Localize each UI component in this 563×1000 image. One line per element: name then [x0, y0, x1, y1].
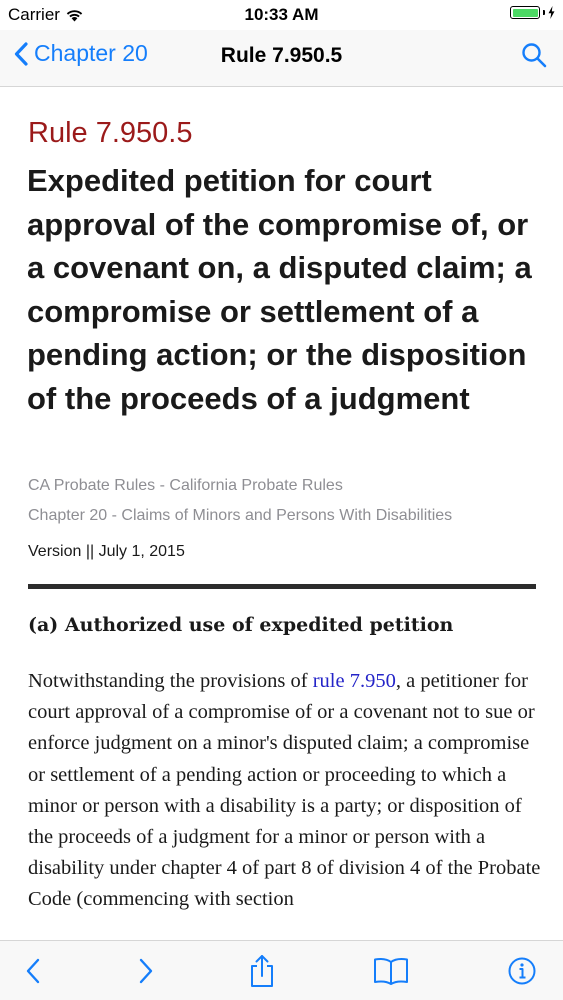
- back-button[interactable]: [14, 40, 148, 67]
- book-icon: [373, 956, 409, 986]
- version-line: Version || July 1, 2015: [28, 543, 185, 560]
- search-icon: [521, 42, 547, 68]
- back-arrow-icon: [25, 957, 41, 985]
- navigation-bar: [0, 30, 563, 87]
- next-button[interactable]: [126, 953, 166, 989]
- battery-tip: [543, 10, 545, 15]
- info-button[interactable]: [502, 953, 542, 989]
- share-button[interactable]: [242, 953, 282, 989]
- body-text-end: , a petitioner for court approval of a compromise of or a covenant not to sue or enforce judgment on a minor's disputed claim; a compromise or settlement of a pending action or proceeding to which a minor or person with a disability is a party; or disposition of the proceeds of a judgment for a minor or person with a disability under chapter 4 of part 8 of division 4 of the Probate Code (commencing with section: [28, 670, 541, 911]
- document-content[interactable]: [0, 87, 563, 940]
- body-text-start: Notwithstanding the provisions of: [28, 670, 313, 692]
- chevron-left-icon: [14, 42, 28, 66]
- page-title: Rule 7.950.5: [220, 44, 343, 67]
- section-divider: [28, 584, 536, 589]
- rule-link[interactable]: rule 7.950: [312, 670, 396, 692]
- status-time: 10:33 AM: [244, 5, 319, 24]
- previous-button[interactable]: [13, 953, 53, 989]
- chapter-line: Chapter 20 - Claims of Minors and Persons With Disabilities: [28, 507, 453, 524]
- body-paragraph: [28, 666, 543, 916]
- carrier-label: Carrier: [8, 5, 60, 24]
- rule-heading: Expedited petition for court approval of the compromise of, or a covenant on, a disputed claim; a compromise or settlement of a pending action; or the disposition of the proceeds of a judgment: [27, 163, 532, 416]
- forward-arrow-icon: [138, 957, 154, 985]
- battery-icon: [510, 6, 540, 19]
- section-heading: (a) Authorized use of expedited petition: [28, 614, 454, 636]
- charging-bolt-icon: [548, 6, 555, 19]
- source-line: CA Probate Rules - California Probate Rules: [28, 477, 343, 494]
- back-button-label: Chapter 20: [34, 40, 148, 66]
- search-button[interactable]: [521, 42, 547, 73]
- status-bar: [0, 0, 563, 30]
- battery-indicator: [510, 6, 555, 19]
- info-icon: [507, 956, 537, 986]
- share-icon: [248, 954, 276, 988]
- battery-fill: [513, 9, 538, 17]
- rule-number: Rule 7.950.5: [28, 117, 193, 149]
- bookmarks-button[interactable]: [371, 953, 411, 989]
- bottom-toolbar: [0, 940, 563, 1000]
